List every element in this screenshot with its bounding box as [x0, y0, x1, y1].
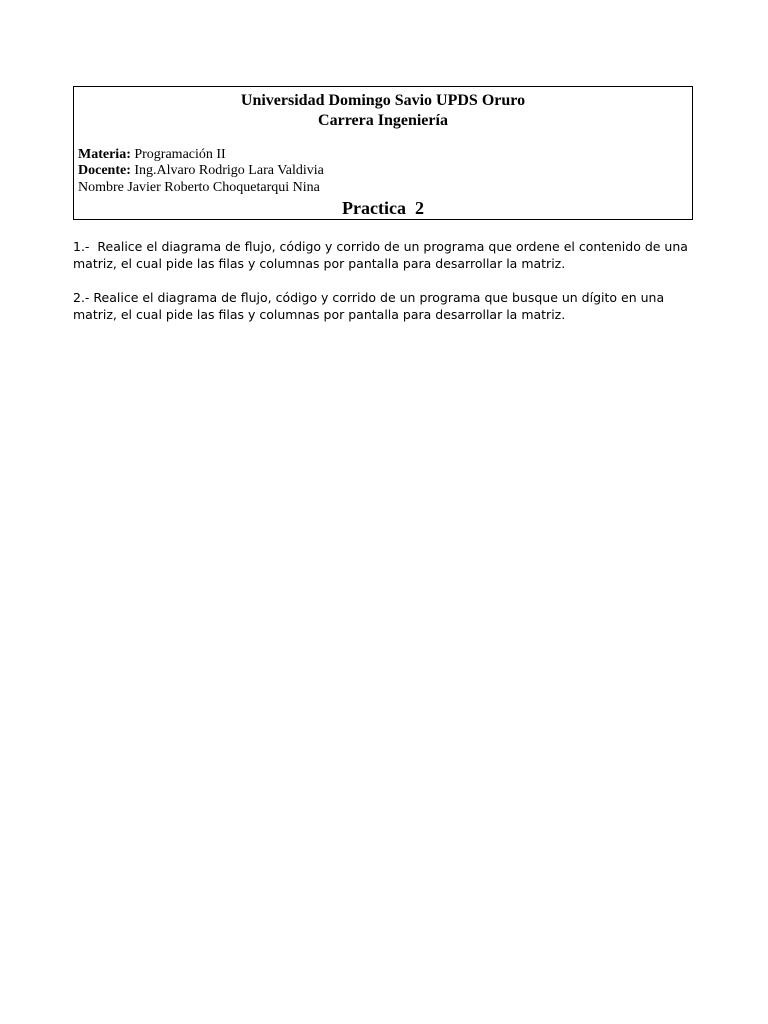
- university-title: Universidad Domingo Savio UPDS Oruro: [240, 92, 526, 109]
- subject-label: Materia:: [78, 147, 131, 162]
- career-title: Carrera Ingeniería: [318, 112, 448, 129]
- exercise-1: 1.- Realice el diagrama de flujo, código y corrido de un programa que ordene el contenido de una matriz, el cual pide las filas y columnas por pantalla para desarrollar la matriz.: [73, 239, 692, 271]
- subject-line: [78, 146, 226, 163]
- exercise-2: 2.- Realice el diagrama de flujo, código y corrido de un programa que busque un dígito en una matriz, el cual pide las filas y columnas por pantalla para desarrollar la matriz.: [73, 290, 669, 322]
- teacher-line: [78, 162, 324, 179]
- subject-value: Programación II: [130, 147, 226, 162]
- header-box: [73, 86, 693, 220]
- teacher-label: Docente:: [78, 163, 131, 178]
- teacher-value: Ing.Alvaro Rodrigo Lara Valdivia: [130, 163, 324, 178]
- practice-title: Practica 2: [342, 198, 424, 218]
- student-line: Nombre Javier Roberto Choquetarqui Nina: [78, 180, 320, 195]
